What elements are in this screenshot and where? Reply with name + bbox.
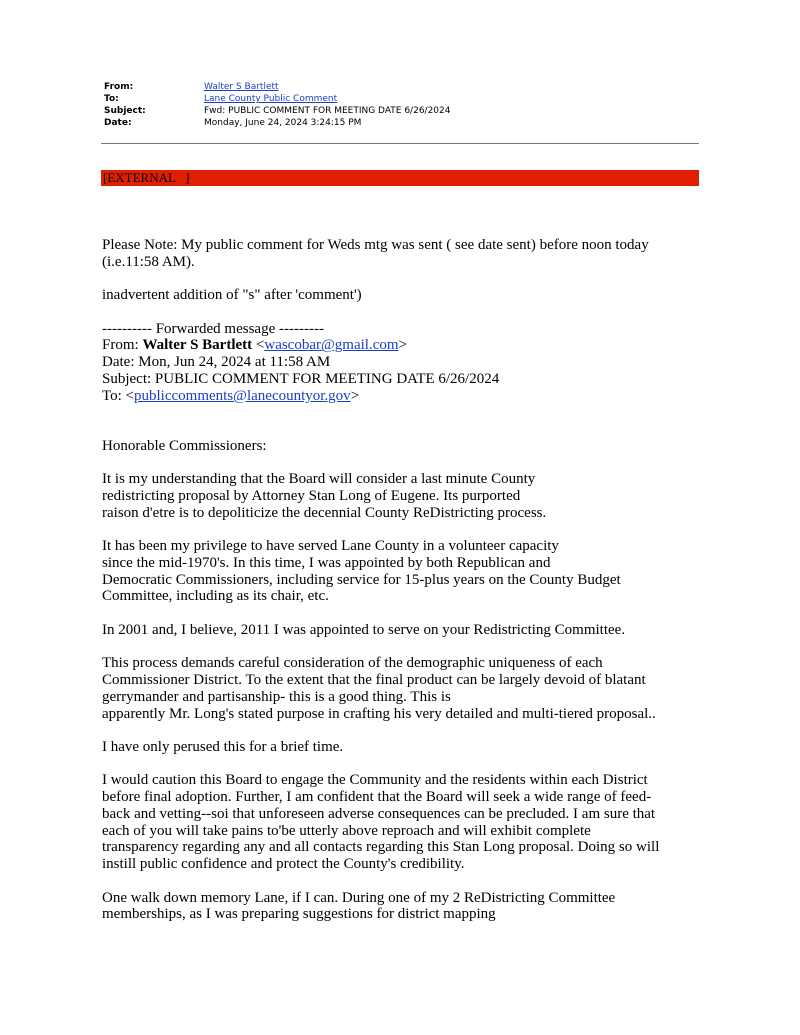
note-paragraph: Please Note: My public comment for Weds mtg was sent ( see date sent) before noon today (i.e.11:58 AM). bbox=[102, 237, 649, 270]
to-row bbox=[104, 93, 450, 105]
forwarded-from: From: Walter S Bartlett <wascobar@gmail.com> bbox=[102, 337, 408, 354]
subject-value: Fwd: PUBLIC COMMENT FOR MEETING DATE 6/26/2024 bbox=[204, 106, 451, 116]
header-divider bbox=[101, 143, 699, 144]
body-paragraph: It is my understanding that the Board will consider a last minute County redistricting proposal by Attorney Stan Long of Eugene. Its purported raison d'etre is to depoliticize the decennial County ReDistricting process. bbox=[102, 470, 547, 521]
body-paragraph: I would caution this Board to engage the Community and the residents within each District before final adoption. Further, I am confident that the Board will seek a wide range of feed- back and vetting--soi that unforeseen adverse consequences can be precluded. I am sure that each of you will take pains to'be utterly above reproach and will exhibit complete transparency regarding any and all contacts regarding this Stan Long proposal. Doing so will instill public confidence and protect the County's credibility. bbox=[102, 772, 660, 873]
forwarded-date: Date: Mon, Jun 24, 2024 at 11:58 AM bbox=[102, 354, 331, 371]
email-body bbox=[102, 237, 698, 940]
email-header bbox=[104, 81, 450, 129]
from-link[interactable]: Walter S Bartlett bbox=[204, 82, 279, 92]
body-paragraph: In 2001 and, I believe, 2011 I was appointed to serve on your Redistricting Committee. bbox=[102, 621, 626, 638]
from-row bbox=[104, 81, 450, 93]
to-link[interactable]: Lane County Public Comment bbox=[204, 94, 338, 104]
body-paragraph: This process demands careful consideration of the demographic uniqueness of each Commissioner District. To the extent that the final product can be largely devoid of blatant gerrymander and partisanship- this is a good thing. This is apparently Mr. Long's stated purpose in crafting his very detailed and multi-tiered proposal.. bbox=[102, 655, 656, 722]
forwarded-divider: ---------- Forwarded message --------- bbox=[102, 320, 324, 337]
recipient-email-link[interactable]: publiccomments@lanecountyor.gov bbox=[134, 387, 351, 404]
salutation: Honorable Commissioners: bbox=[102, 437, 267, 454]
to-label: To: bbox=[104, 94, 119, 104]
correction-paragraph: inadvertent addition of "s" after 'comment') bbox=[102, 287, 362, 304]
date-label: Date: bbox=[104, 118, 132, 128]
forwarded-subject: Subject: PUBLIC COMMENT FOR MEETING DATE 6/26/2024 bbox=[102, 370, 500, 387]
body-paragraph: I have only perused this for a brief time. bbox=[102, 738, 344, 755]
body-paragraph: It has been my privilege to have served Lane County in a volunteer capacity since the mid-1970's. In this time, I was appointed by both Republican and Democratic Commissioners, including service for 15-plus years on the County Budget Committee, including as its chair, etc. bbox=[102, 537, 621, 605]
sender-name: Walter S Bartlett bbox=[142, 337, 253, 354]
forwarded-block bbox=[102, 321, 698, 405]
subject-label: Subject: bbox=[104, 106, 146, 116]
from-label: From: bbox=[104, 82, 134, 92]
subject-row bbox=[104, 105, 450, 117]
date-row bbox=[104, 117, 450, 129]
sender-email-link[interactable]: wascobar@gmail.com bbox=[264, 337, 399, 354]
body-paragraph: One walk down memory Lane, if I can. During one of my 2 ReDistricting Committee memberships, as I was preparing suggestions for district mapping bbox=[102, 889, 616, 923]
forwarded-to: To: <publiccomments@lanecountyor.gov> bbox=[102, 387, 360, 404]
external-banner: [EXTERNAL ] bbox=[101, 170, 699, 186]
date-value: Monday, June 24, 2024 3:24:15 PM bbox=[204, 118, 362, 128]
